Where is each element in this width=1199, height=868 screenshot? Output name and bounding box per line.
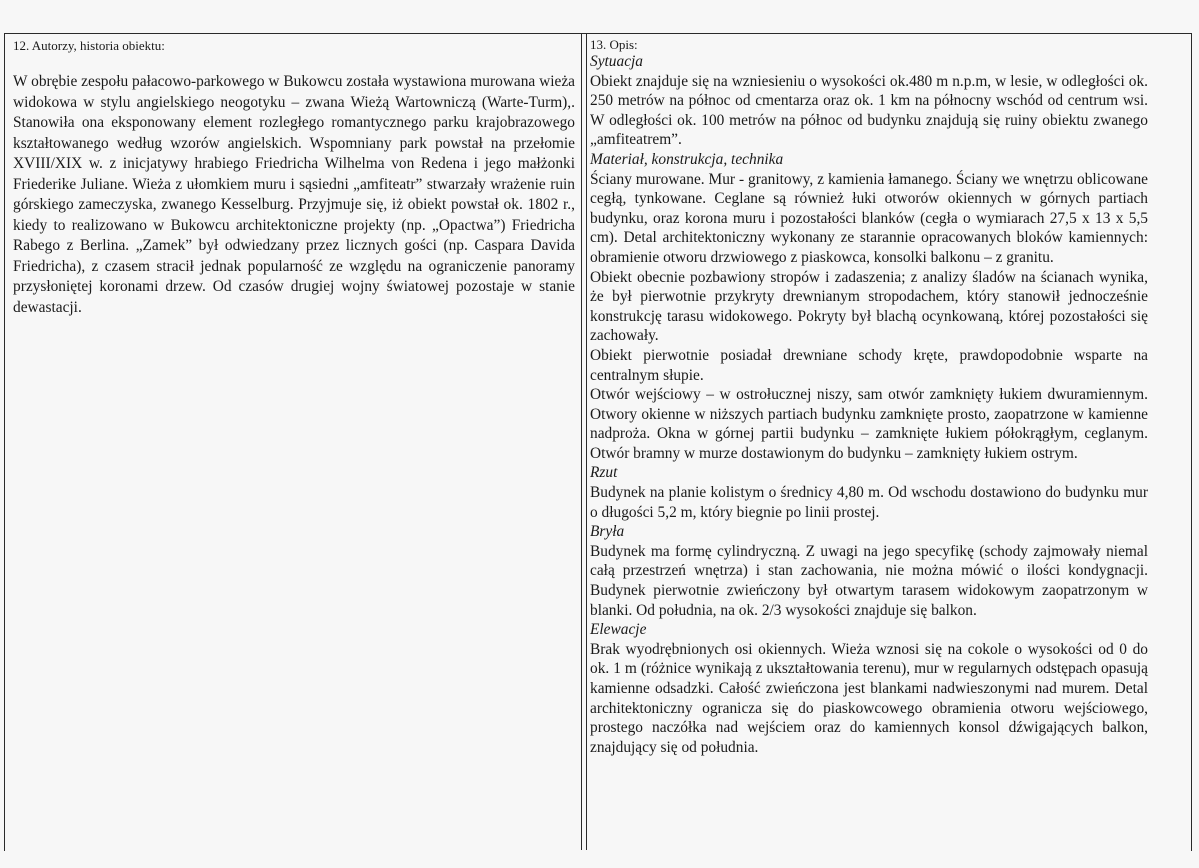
section-text-situation: Obiekt znajduje się na wzniesieniu o wysokości ok.480 m n.p.m, w lesie, w odległości ok. 250 metrów na północ od cmentarza oraz ok. 1 km na północny wschód od centrum wsi. W odległości ok. 100 metrów na północ od budynku znajdują się ruiny obiektu zwanego „amfiteatrem”. xyxy=(590,72,1148,149)
section-text-material-4: Otwór wejściowy – w ostrołucznej niszy, sam otwór zamknięty łukiem dwuramiennym. Otwory okienne w niższych partiach budynku zamknięte prosto, zaopatrzone w kamienne nadproża. Okna w górnej partii budynku – zamknięte łukiem półokrągłym, ceglanym. Otwór bramny w murze dostawionym do budynku – zamknięty łukiem ostrym. xyxy=(590,386,1148,462)
section-text-body: Budynek ma formę cylindryczną. Z uwagi na jego specyfikę (schody zajmowały niemal całą przestrzeń wnętrza) i stan zachowania, nie można mówić o ilości kondygnacji. Budynek pierwotnie zwieńczony był otwartym tarasem widokowym zaopatrzonym w blanki. Od południa, na ok. 2/3 wysokości znajduje się balkon. xyxy=(590,542,1148,619)
history-column xyxy=(13,38,575,318)
section-text-material-1: Ściany murowane. Mur - granitowy, z kamienia łamanego. Ściany we wnętrzu oblicowane cegłą, tynkowane. Ceglane są również łuki otworów okiennych w górnych partiach budynku, oraz korona muru i pozostałości blanków (cegła o wymiarach 27,5 x 13 x 5,5 cm). Detal architektoniczny wykonany ze starannie opracowanych bloków kamiennych: obramienie otworu drzwiowego z piaskowca, konsolki balkonu – z granitu. xyxy=(590,170,1148,266)
history-heading: 12. Autorzy, historia obiektu: xyxy=(13,38,165,53)
description-column xyxy=(590,38,1148,757)
section-text-material-2: Obiekt obecnie pozbawiony stropów i zadaszenia; z analizy śladów na ścianach wynika, że był pierwotnie przykryty drewnianym stropodachem, który stanowił jednocześnie konstrukcję tarasu widokowego. Pokryty był blachą ocynkowaną, której pozostałości się zachowały. xyxy=(590,268,1148,345)
section-title-situation: Sytuacja xyxy=(590,53,643,70)
history-text: W obrębie zespołu pałacowo-parkowego w Bukowcu została wystawiona murowana wieża widokowa w stylu angielskiego neogotyku – zwana Wieżą Wartowniczą (Warte-Turm),. Stanowiła ona eksponowany element rozległego romantycznego parku krajobrazowego kształtowanego według wzorów angielskich. Wspomniany park powstał na przełomie XVIII/XIX w. z inicjatywy hrabiego Friedricha Wilhelma von Redena i jego małżonki Friederike Juliane. Wieża z ułomkiem muru i sąsiedni „amfiteatr” stwarzały wrażenie ruin górskiego zameczyska, zwanego Kesselburg. Przyjmuje się, iż obiekt powstał ok. 1802 r., kiedy to realizowano w Bukowcu architektoniczne projekty (np. „Opactwa”) Friedricha Rabego z Berlina. „Zamek” był odwiedzany przez licznych gości (np. Caspara Davida Friedricha), z czasem stracił jednak popularność ze względu na ograniczenie panoramy przysłoniętej koronami drzew. Od czasów drugiej wojny światowej pozostaje w stanie dewastacji. xyxy=(13,73,575,316)
section-title-material: Materiał, konstrukcja, technika xyxy=(590,150,784,168)
description-heading: 13. Opis: xyxy=(590,37,638,52)
section-text-facades: Brak wyodrębnionych osi okiennych. Wieża wznosi się na cokole o wysokości od 0 do ok. 1 m (różnice wynikają z ukształtowania terenu), mur w regularnych odstępach opasują kamienne odsadzki. Całość zwieńczona jest blankami nadwieszonymi nad murem. Detal architektoniczny ogranicza się do piaskowcowego obramienia otworu wejściowego, prostego naczółka nad wejściem oraz do kamiennych konsol dźwigających balkon, znajdujący się od południa. xyxy=(590,640,1148,756)
column-divider xyxy=(581,33,582,850)
section-title-facades: Elewacje xyxy=(590,621,647,639)
section-title-body: Bryła xyxy=(590,523,625,541)
section-title-plan: Rzut xyxy=(590,464,618,482)
column-divider-inner xyxy=(586,33,587,850)
section-text-plan: Budynek na planie kolistym o średnicy 4,80 m. Od wschodu dostawiono do budynku mur o długości 5,2 m, który biegnie po linii prostej. xyxy=(590,484,1148,521)
section-text-material-3: Obiekt pierwotnie posiadał drewniane schody kręte, prawdopodobnie wsparte na centralnym słupie. xyxy=(590,346,1148,384)
